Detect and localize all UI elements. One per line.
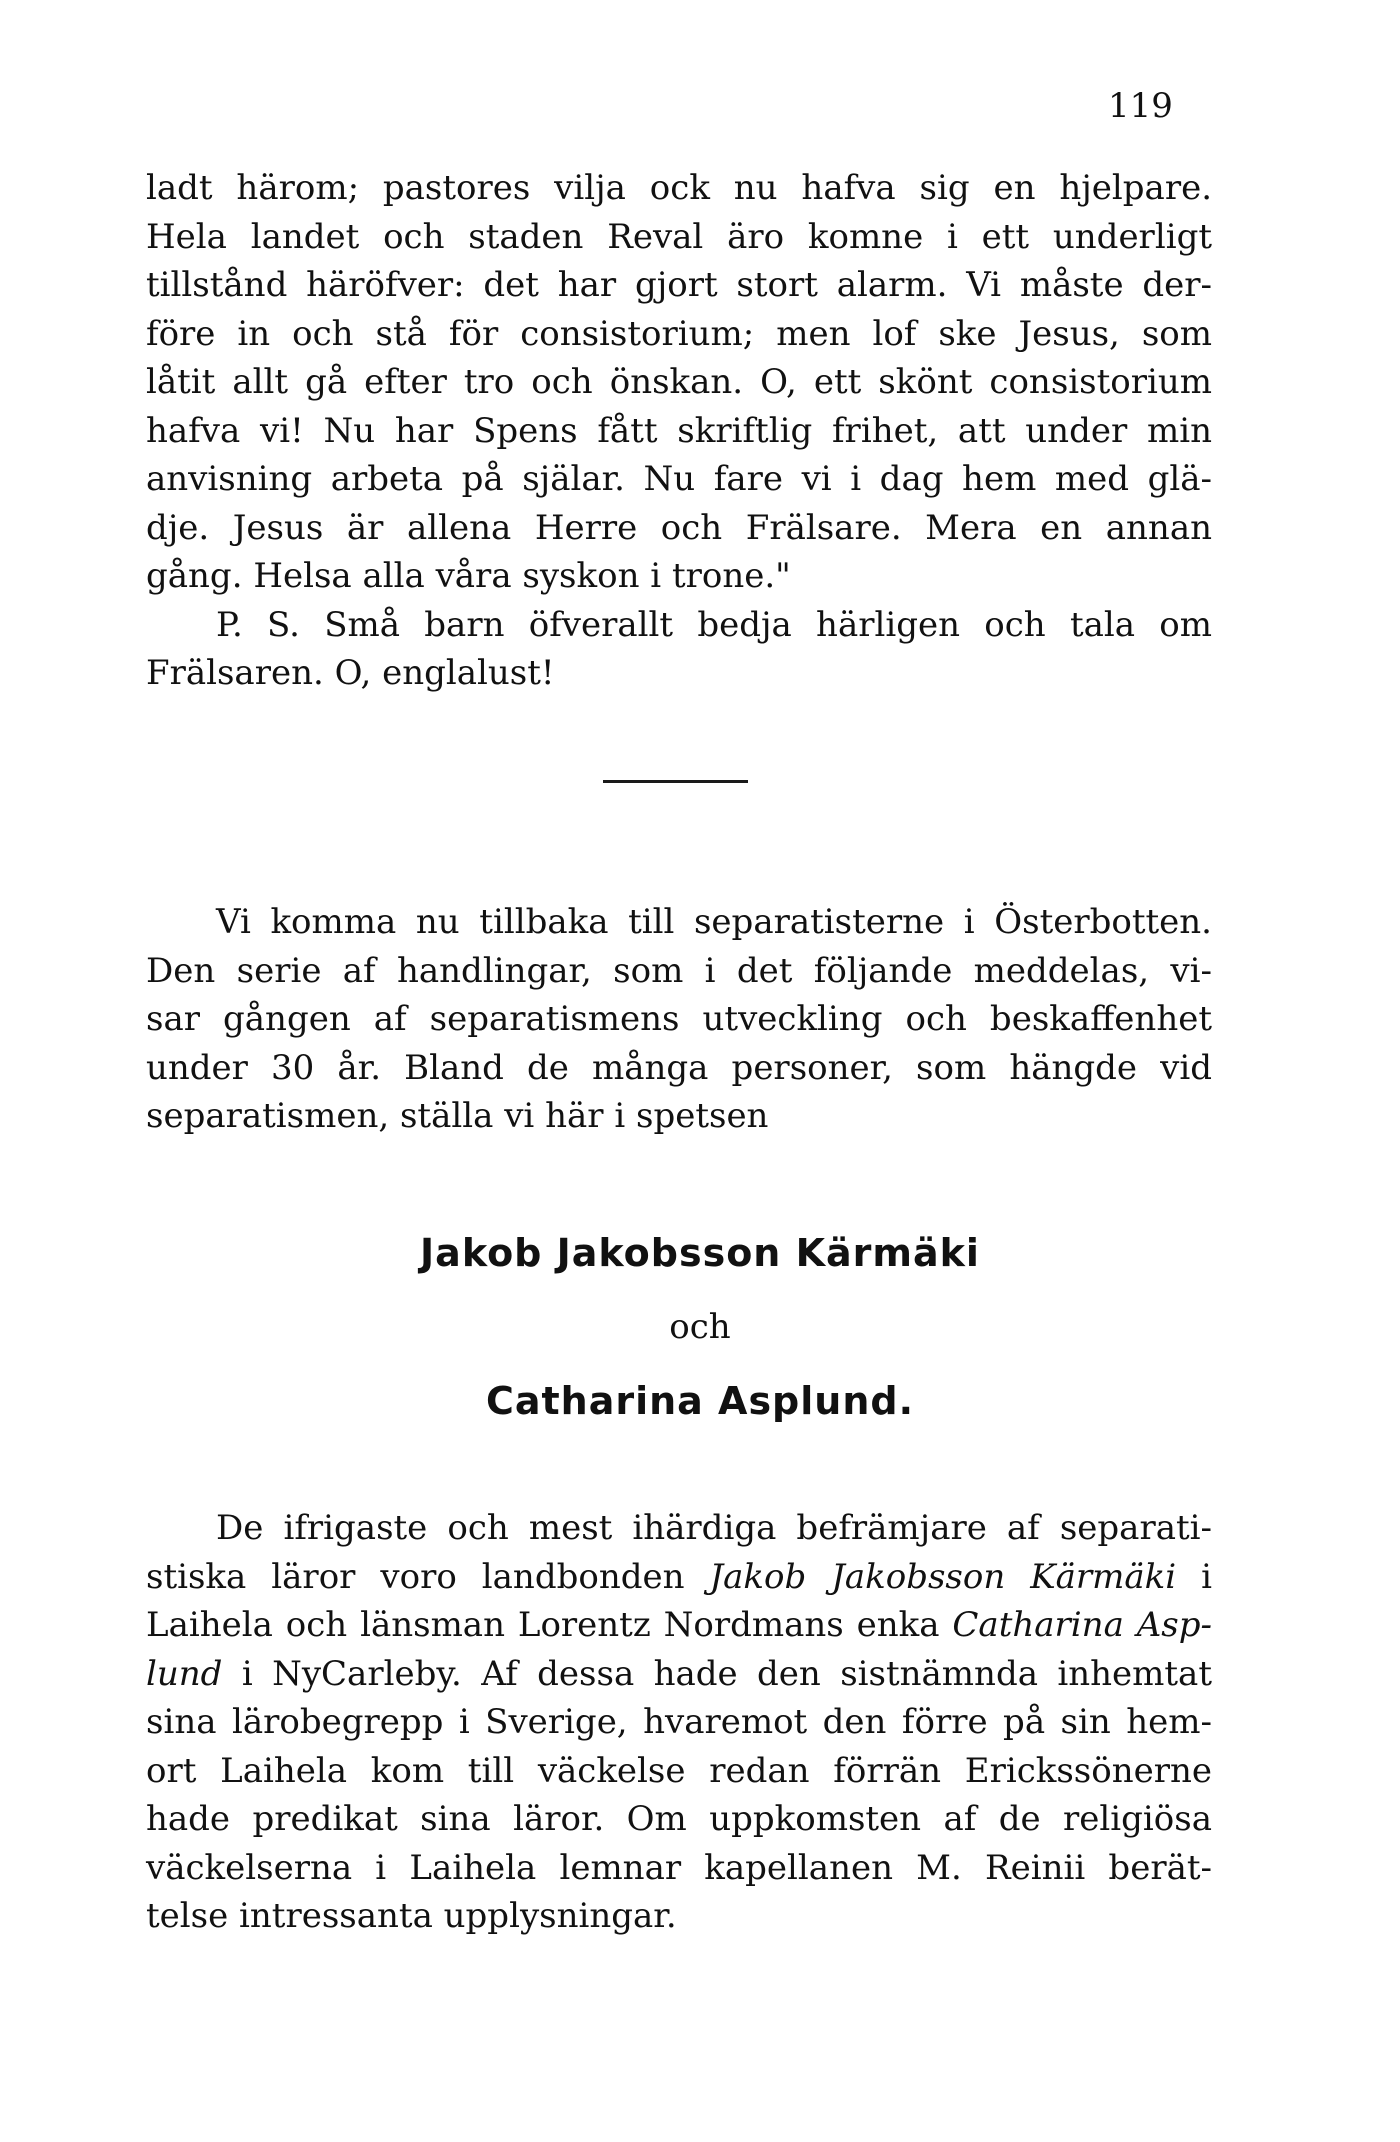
italic-name-karmaki: Jakob Jakobsson Kärmäki bbox=[709, 1556, 1177, 1597]
text-line-content: Frälsaren. O, englalust! bbox=[146, 653, 555, 693]
body-line bbox=[146, 1601, 1212, 1650]
body-line bbox=[146, 1650, 1212, 1699]
section-heading-name-2: Catharina Asplund. bbox=[485, 1379, 915, 1423]
body-line-text: väckelserna i Laihela lemnar kapellanen M. Reinii berät- bbox=[146, 1847, 1212, 1888]
text-line bbox=[146, 552, 1212, 601]
text-line bbox=[146, 407, 1212, 456]
section-divider bbox=[603, 780, 748, 783]
body-line-text: sina lärobegrepp i Sverige, hvaremot den förre på sin hem- bbox=[146, 1702, 1212, 1742]
text-line bbox=[146, 1092, 1212, 1141]
body-line-text: ort Laihela kom till väckelse redan förrän Erickssönerne bbox=[146, 1750, 1212, 1791]
body-line-text: De ifrigaste och mest ihärdiga befrämjare af separati- bbox=[216, 1508, 1212, 1548]
body-line bbox=[146, 1504, 1212, 1553]
body-paragraph bbox=[146, 1504, 1212, 1941]
text-line-content: separatismen, ställa vi här i spetsen bbox=[146, 1096, 769, 1136]
body-line bbox=[146, 1892, 1212, 1941]
text-line bbox=[146, 995, 1212, 1044]
body-line-text bbox=[146, 1601, 1212, 1650]
letter-paragraph bbox=[146, 164, 1212, 698]
body-line bbox=[146, 1844, 1212, 1893]
text-line-content: Hela landet och staden Reval äro komne i ett underligt bbox=[146, 216, 1212, 257]
text-line bbox=[146, 455, 1212, 504]
text-line-content: dje. Jesus är allena Herre och Frälsare. Mera en annan bbox=[146, 507, 1212, 548]
body-line-text bbox=[146, 1553, 1212, 1602]
text-line-content: tillstånd häröfver: det har gjort stort alarm. Vi måste der- bbox=[146, 265, 1212, 305]
italic-name-asplund: Catharina Asp- bbox=[952, 1605, 1212, 1645]
page-number: 119 bbox=[1108, 86, 1173, 126]
text-line-content: hafva vi! Nu har Spens fått skriftlig frihet, att under min bbox=[146, 410, 1212, 451]
section-heading-name-1: Jakob Jakobsson Kärmäki bbox=[420, 1231, 980, 1275]
text-line-content: låtit allt gå efter tro och önskan. O, ett skönt consistorium bbox=[146, 362, 1212, 402]
text-line bbox=[146, 1044, 1212, 1093]
body-line bbox=[146, 1698, 1212, 1747]
text-line-content: före in och stå för consistorium; men lof ske Jesus, som bbox=[146, 313, 1212, 354]
text-line bbox=[146, 261, 1212, 310]
text-line-content: gång. Helsa alla våra syskon i trone." bbox=[146, 556, 791, 596]
body-line-text: telse intressanta upplysningar. bbox=[146, 1896, 677, 1936]
text-line-content: sar gången af separatismens utveckling och beskaffenhet bbox=[146, 999, 1212, 1039]
body-line bbox=[146, 1747, 1212, 1796]
italic-name-asplund-end: lund bbox=[146, 1653, 223, 1694]
text-line bbox=[146, 358, 1212, 407]
text-line-content: Vi komma nu tillbaka till separatisterne i Österbotten. bbox=[216, 902, 1212, 942]
text-line bbox=[146, 310, 1212, 359]
text-line-content: under 30 år. Bland de många personer, som hängde vid bbox=[146, 1047, 1212, 1088]
section-heading-conjunction: och bbox=[669, 1307, 731, 1347]
body-text-run: i NyCarleby. Af dessa hade den sistnämnda inhemtat bbox=[241, 1653, 1212, 1694]
body-line-text bbox=[146, 1650, 1212, 1699]
text-line-content: P. S. Små barn öfverallt bedja härligen och tala om bbox=[216, 604, 1212, 645]
text-line bbox=[146, 213, 1212, 262]
text-line bbox=[146, 649, 1212, 698]
body-text-run: Laihela och länsman Lorentz Nordmans enka bbox=[146, 1605, 940, 1645]
text-line bbox=[146, 898, 1212, 947]
text-line bbox=[146, 504, 1212, 553]
text-line-content: ladt härom; pastores vilja ock nu hafva sig en hjelpare. bbox=[146, 168, 1212, 208]
text-line-content: Den serie af handlingar, som i det följande meddelas, vi- bbox=[146, 950, 1212, 991]
text-line bbox=[146, 164, 1212, 213]
body-line-text: hade predikat sina läror. Om uppkomsten af de religiösa bbox=[146, 1799, 1212, 1839]
transition-paragraph bbox=[146, 898, 1212, 1141]
body-line bbox=[146, 1553, 1212, 1602]
body-text-run: stiska läror voro landbonden bbox=[146, 1556, 685, 1597]
text-line bbox=[146, 601, 1212, 650]
body-line bbox=[146, 1795, 1212, 1844]
body-text-run: i bbox=[1201, 1556, 1213, 1597]
text-line-content: anvisning arbeta på själar. Nu fare vi i dag hem med glä- bbox=[146, 459, 1212, 499]
text-line bbox=[146, 947, 1212, 996]
